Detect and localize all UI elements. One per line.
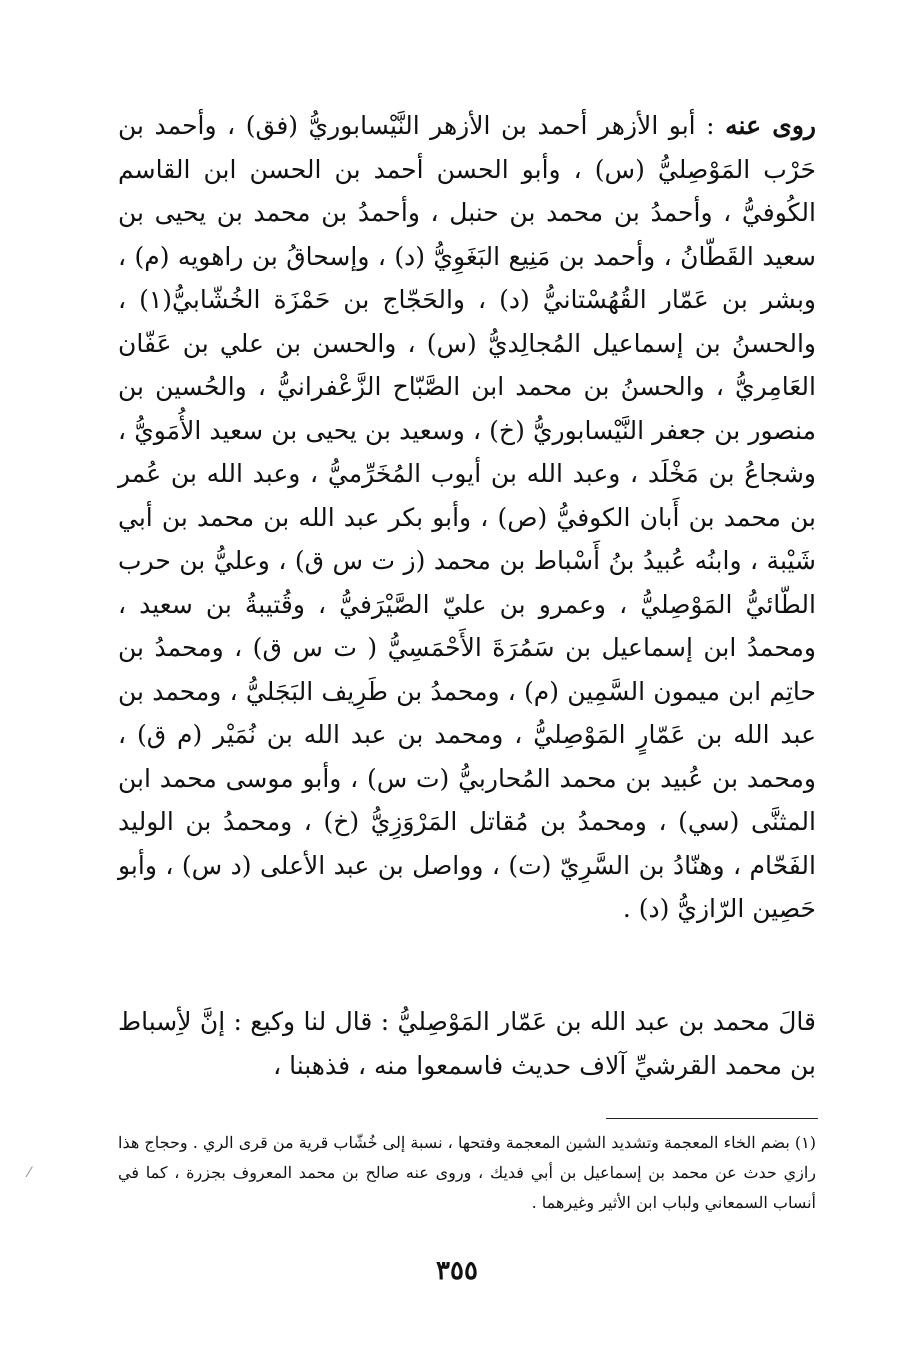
quote-paragraph: قالَ محمد بن عبد الله بن عَمّار المَوْصِليُّ : قال لنا وكيع : إنَّ لأِسباط بن محمد القرشيِّ آلاف حديث فاسمعوا منه ، فذهبنا ، [118, 1007, 816, 1080]
footnote: (١) بضم الخاء المعجمة وتشديد الشين المعجمة وفتحها ، نسبة إلى خُشّاب قرية من قرى الري . وحجاج هذا رازي حدث عن محمد بن إسماعيل بن أبي فديك ، وروى عنه صالح بن محمد المعروف بجزرة ، كما في أنساب السمعاني ولباب ابن الأثير وغيرهما . [118, 1133, 816, 1212]
footnote-divider [606, 1118, 818, 1119]
margin-mark: ⁄ [28, 1165, 31, 1181]
narrators-paragraph [118, 104, 816, 931]
section-lead: روى عنه [725, 111, 816, 140]
narrators-list: : أبو الأزهر أحمد بن الأزهر النَّيْسابوريُّ (فق) ، وأحمد بن حَرْب المَوْصِليُّ (س) ، وأبو الحسن أحمد بن الحسن ابن القاسم الكُوفيُّ ، وأحمدُ بن محمد بن حنبل ، وأحمدُ بن محمد بن يحيى بن سعيد القَطّانُ ، وأحمد بن مَنِيع البَغَوِيُّ (د) ، وإسحاقُ بن راهويه (م) ، وبشر بن عَمّار القُهُسْتانيُّ (د) ، والحَجّاج بن حَمْزَة الخُشّابيُّ(١) ، والحسنُ بن إسماعيل المُجالِديُّ (س) ، والحسن بن علي بن عَفّان العَامِريُّ ، والحسنُ بن محمد ابن الصَّبّاح الزَّعْفرانيُّ ، والحُسين بن منصور بن جعفر النَّيْسابوريُّ (خ) ، وسعيد بن يحيى بن سعيد الأُمَويُّ ، وشجاعُ بن مَخْلَد ، وعبد الله بن أيوب المُخَرِّميُّ ، وعبد الله بن عُمر بن محمد بن أَبان الكوفيُّ (ص) ، وأبو بكر عبد الله بن محمد بن أبي شَيْبة ، وابنُه عُبيدُ بنُ أَسْباط بن محمد (ز ت س ق) ، وعليُّ بن حرب الطّائيُّ المَوْصِليُّ ، وعمرو بن عليّ الصَّيْرَفيُّ ، وقُتيبةُ بن سعيد ، ومحمدُ ابن إسماعيل بن سَمُرَةَ الأَحْمَسِيُّ ( ت س ق) ، ومحمدُ بن حاتِم ابن ميمون السَّمِين (م) ، ومحمدُ بن طَرِيف البَجَليُّ ، ومحمد بن عبد الله بن عَمّارٍ المَوْصِليُّ ، ومحمد بن عبد الله بن نُمَيْر (م ق) ، ومحمد بن عُبيد بن محمد المُحاربيُّ (ت س) ، وأبو موسى محمد ابن المثنَّى (سي) ، ومحمدُ بن مُقاتل المَرْوَزِيُّ (خ) ، ومحمدُ بن الوليد الفَحّام ، وهنّادُ بن السَّرِيّ (ت) ، وواصل بن عبد الأعلى (د س) ، وأبو حَصِين الرّازيُّ (د) . [118, 111, 816, 923]
page-number: ٣٥٥ [436, 1256, 478, 1286]
